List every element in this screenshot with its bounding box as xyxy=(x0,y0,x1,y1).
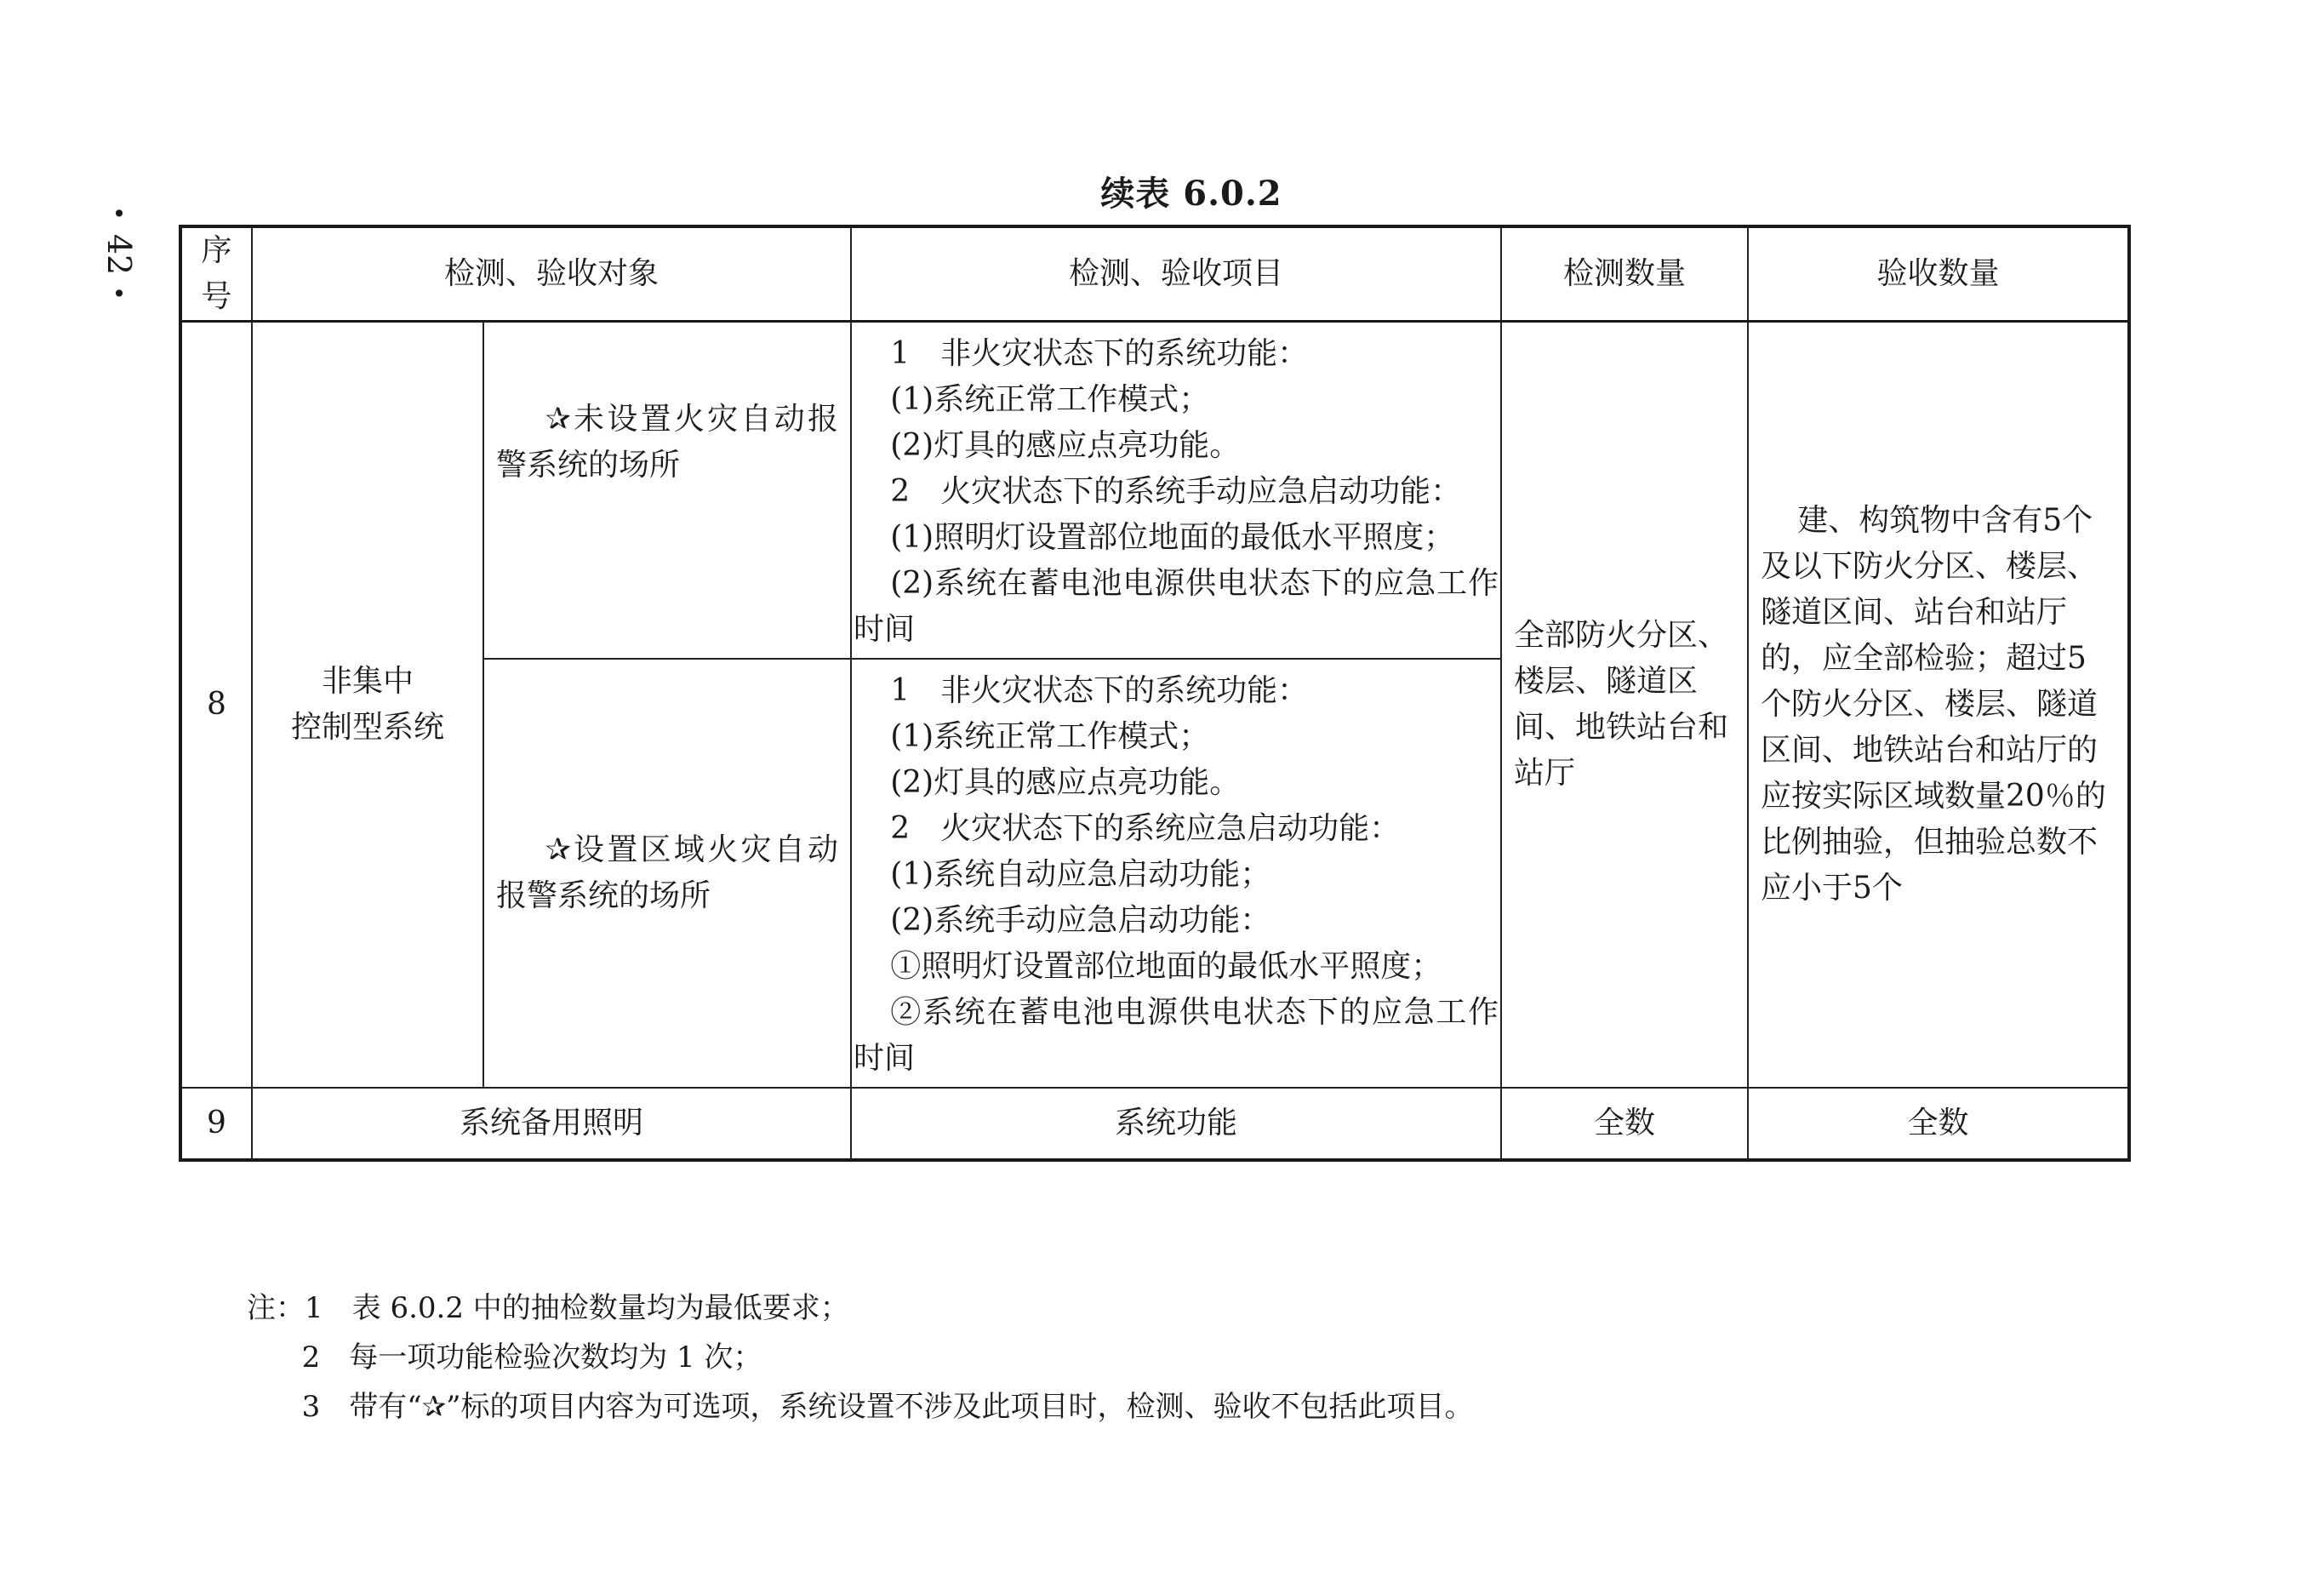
page-number-dot-bottom: • xyxy=(111,280,127,308)
list-item: 2 火灾状态下的系统手动应急启动功能： xyxy=(890,474,1462,509)
accept-qty-text: 建、构筑物中含有5个及以下防火分区、楼层、隧道区间、站台和站厅的，应全部检验；超过5个防火分区、楼层、隧道区间、地铁站台和站厅的应按实际区域数量20％的比例抽验，但抽验总数不应小于5个 xyxy=(1761,503,2106,906)
list-item: 1 非火灾状态下的系统功能： xyxy=(890,673,1309,708)
list-item: 1 非火灾状态下的系统功能： xyxy=(890,336,1309,371)
row-8-items-a xyxy=(851,322,1501,660)
row-8-system: 非集中 控制型系统 xyxy=(252,322,483,1089)
row-9-seq: 9 xyxy=(180,1088,252,1160)
note-line-2 xyxy=(247,1333,2119,1382)
page-number-dot-top: • xyxy=(111,200,127,228)
row-9-items: 系统功能 xyxy=(851,1088,1501,1160)
list-item: (1)照明灯设置部位地面的最低水平照度； xyxy=(890,520,1455,555)
table-row xyxy=(180,1088,2129,1160)
row-9-accept-qty: 全数 xyxy=(1748,1088,2129,1160)
note-line-1 xyxy=(247,1283,2119,1333)
list-item: 2 火灾状态下的系统应急启动功能： xyxy=(890,811,1401,846)
row-8-object-a xyxy=(483,322,851,660)
list-item: (1)系统正常工作模式； xyxy=(890,382,1210,417)
list-item: ②系统在蓄电池电源供电状态下的应急工作时间 xyxy=(854,995,1499,1076)
list-item: (2)灯具的感应点亮功能。 xyxy=(890,428,1241,463)
note-text: 3 带有“✰”标的项目内容为可选项，系统设置不涉及此项目时，检测、验收不包括此项目。 xyxy=(301,1390,1474,1424)
list-item: ①照明灯设置部位地面的最低水平照度； xyxy=(890,949,1442,984)
row-8-object-b xyxy=(483,659,851,1088)
header-accept-qty: 验收数量 xyxy=(1748,226,2129,322)
inspection-table xyxy=(179,225,2131,1162)
page-number-value: 42 xyxy=(100,233,139,276)
note-text: 1 表 6.0.2 中的抽检数量均为最低要求； xyxy=(305,1291,849,1325)
row-9-object: 系统备用照明 xyxy=(252,1088,851,1160)
items-a-list xyxy=(854,323,1499,658)
note-text: 2 每一项功能检验次数均为 1 次； xyxy=(301,1340,762,1375)
row-8-accept-qty xyxy=(1748,322,2129,1089)
notes-prefix: 注： xyxy=(247,1291,305,1325)
table-notes xyxy=(247,1283,2119,1432)
header-object: 检测、验收对象 xyxy=(252,226,851,322)
list-item: (2)灯具的感应点亮功能。 xyxy=(890,765,1241,800)
page-number xyxy=(100,200,139,308)
table-row xyxy=(180,322,2129,660)
row-8-test-qty: 全部防火分区、楼层、隧道区间、地铁站台和站厅 xyxy=(1501,322,1748,1089)
row-8-items-b xyxy=(851,659,1501,1088)
note-line-3 xyxy=(247,1382,2119,1432)
object-b-text: ✰设置区域火灾自动报警系统的场所 xyxy=(496,832,839,913)
table-title: 续表 6.0.2 xyxy=(1100,174,1282,214)
list-item: (1)系统自动应急启动功能； xyxy=(890,857,1271,892)
header-items: 检测、验收项目 xyxy=(851,226,1501,322)
header-test-qty: 检测数量 xyxy=(1501,226,1748,322)
object-a-text: ✰未设置火灾自动报警系统的场所 xyxy=(496,402,839,483)
list-item: (2)系统在蓄电池电源供电状态下的应急工作时间 xyxy=(854,566,1499,647)
header-seq: 序号 xyxy=(180,226,252,322)
list-item: (1)系统正常工作模式； xyxy=(890,719,1210,754)
list-item: (2)系统手动应急启动功能： xyxy=(890,903,1271,938)
row-9-test-qty: 全数 xyxy=(1501,1088,1748,1160)
items-b-list xyxy=(854,660,1499,1087)
row-8-seq: 8 xyxy=(180,322,252,1089)
table-header-row xyxy=(180,226,2129,322)
